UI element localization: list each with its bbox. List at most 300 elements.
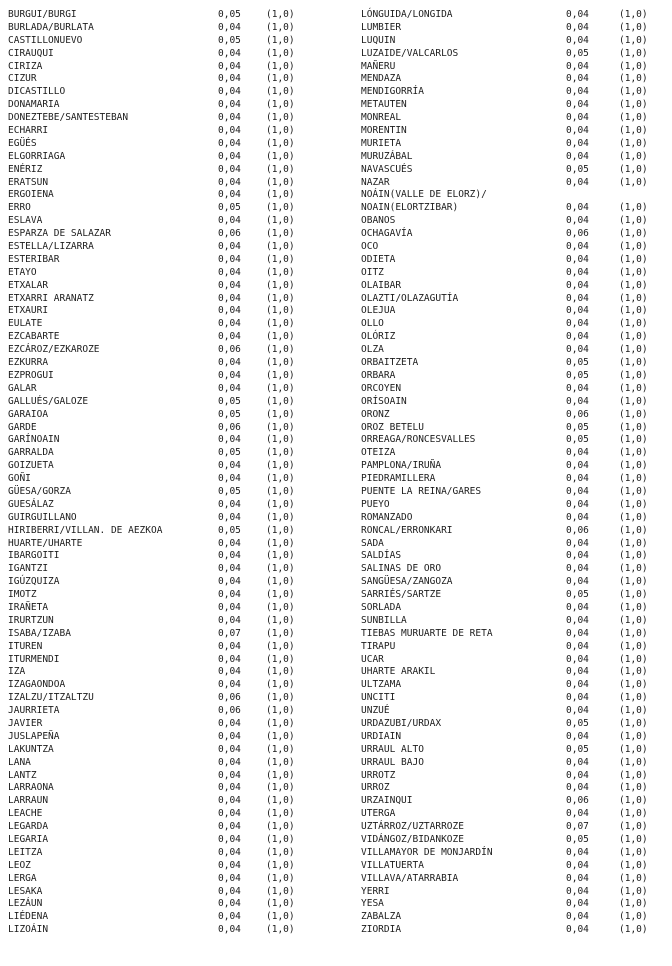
municipality-name: GARDE <box>8 421 37 433</box>
rate-value: 0,04 <box>218 563 241 575</box>
rate-value: 0,04 <box>566 318 589 330</box>
table-row <box>8 860 308 873</box>
municipality-name: JAURRIETA <box>8 705 60 717</box>
table-row <box>8 563 308 576</box>
municipality-name: GARÍNOAIN <box>8 434 60 446</box>
coefficient-value: (1,0) <box>266 576 295 588</box>
rate-value: 0,04 <box>218 460 241 472</box>
rate-value: 0,04 <box>218 808 241 820</box>
table-row <box>8 576 308 589</box>
municipality-name: IRURTZUN <box>8 614 54 626</box>
table-row <box>8 61 308 74</box>
rate-value: 0,04 <box>566 730 589 742</box>
table-row <box>8 125 308 138</box>
municipality-name: LEACHE <box>8 808 43 820</box>
rate-value: 0,04 <box>218 99 241 111</box>
table-row <box>8 679 308 692</box>
table-row <box>8 718 308 731</box>
coefficient-value: (1,0) <box>619 911 648 923</box>
rate-value: 0,04 <box>566 898 589 910</box>
municipality-name: GALLUÉS/GALOZE <box>8 395 89 407</box>
table-row <box>361 770 672 783</box>
coefficient-value: (1,0) <box>266 769 295 781</box>
table-row <box>8 396 308 409</box>
rate-value: 0,04 <box>218 717 241 729</box>
coefficient-value: (1,0) <box>619 692 648 704</box>
municipality-name: VIDÁNGOZ/BIDANKOZE <box>361 834 464 845</box>
municipality-name: UTERGA <box>361 808 396 820</box>
municipality-name: ESLAVA <box>8 215 43 227</box>
coefficient-value: (1,0) <box>266 563 295 575</box>
rate-value: 0,04 <box>218 769 241 781</box>
rate-value: 0,04 <box>218 576 241 588</box>
coefficient-value: (1,0) <box>266 34 295 46</box>
coefficient-value: (1,0) <box>619 898 648 910</box>
table-row <box>8 744 308 757</box>
table-row <box>8 538 308 551</box>
coefficient-value: (1,0) <box>266 872 295 884</box>
municipality-name: ERGOIENA <box>8 189 54 201</box>
table-row <box>361 177 672 190</box>
municipality-name: MURUZÁBAL <box>361 150 413 162</box>
coefficient-value: (1,0) <box>266 344 295 356</box>
table-row <box>361 9 672 22</box>
left-column <box>8 9 308 937</box>
coefficient-value: (1,0) <box>619 679 648 691</box>
rate-value: 0,04 <box>218 241 241 253</box>
table-row <box>8 898 308 911</box>
coefficient-value: (1,0) <box>266 318 295 330</box>
municipality-name: ESTERIBAR <box>8 253 60 265</box>
rate-value: 0,04 <box>566 498 589 510</box>
municipality-name: OLLO <box>361 318 384 330</box>
municipality-name: LUMBIER <box>361 21 402 33</box>
coefficient-value: (1,0) <box>266 717 295 729</box>
municipality-name: MENDIGORRÍA <box>361 86 424 98</box>
municipality-name: NOÁIN(VALLE DE ELORZ)/ <box>361 189 487 201</box>
municipality-name: URROZ <box>361 782 390 794</box>
coefficient-value: (1,0) <box>619 498 648 510</box>
rate-value: 0,04 <box>218 189 241 201</box>
municipality-name: ESPARZA DE SALAZAR <box>8 228 111 240</box>
coefficient-value: (1,0) <box>266 408 295 420</box>
rate-value: 0,04 <box>218 125 241 137</box>
coefficient-value: (1,0) <box>619 125 648 137</box>
rate-value: 0,05 <box>566 357 589 369</box>
rate-value: 0,04 <box>218 550 241 562</box>
table-row <box>361 924 672 937</box>
coefficient-value: (1,0) <box>266 202 295 214</box>
coefficient-value: (1,0) <box>266 137 295 149</box>
coefficient-value: (1,0) <box>619 253 648 265</box>
municipality-name: EULATE <box>8 318 43 330</box>
rate-value: 0,04 <box>566 253 589 265</box>
municipality-name: CIRIZA <box>8 60 43 72</box>
rate-value: 0,04 <box>566 112 589 124</box>
municipality-name: UHARTE ARAKIL <box>361 666 436 678</box>
municipality-name: SORLADA <box>361 601 402 613</box>
municipality-name: OTEIZA <box>361 447 396 459</box>
rate-value: 0,04 <box>218 73 241 85</box>
municipality-name: ITUREN <box>8 640 43 652</box>
municipality-name: EGÜÉS <box>8 137 37 149</box>
table-row <box>361 873 672 886</box>
rate-value: 0,04 <box>566 344 589 356</box>
rate-value: 0,06 <box>218 421 241 433</box>
table-row <box>8 189 308 202</box>
table-row <box>8 280 308 293</box>
rate-value: 0,05 <box>218 408 241 420</box>
rate-value: 0,04 <box>218 666 241 678</box>
table-row <box>361 35 672 48</box>
coefficient-value: (1,0) <box>619 408 648 420</box>
rate-value: 0,04 <box>566 485 589 497</box>
table-row <box>361 409 672 422</box>
rate-value: 0,04 <box>566 241 589 253</box>
rate-value: 0,04 <box>566 292 589 304</box>
coefficient-value: (1,0) <box>266 679 295 691</box>
rate-value: 0,04 <box>218 357 241 369</box>
rate-value: 0,04 <box>218 60 241 72</box>
table-row <box>361 911 672 924</box>
municipality-name: LARRAUN <box>8 795 49 807</box>
table-row <box>361 215 672 228</box>
rate-value: 0,04 <box>566 911 589 923</box>
coefficient-value: (1,0) <box>619 395 648 407</box>
coefficient-value: (1,0) <box>266 885 295 897</box>
rate-value: 0,05 <box>566 421 589 433</box>
rate-value: 0,04 <box>218 318 241 330</box>
rate-value: 0,05 <box>218 524 241 536</box>
rate-value: 0,04 <box>566 769 589 781</box>
table-row <box>361 422 672 435</box>
rate-value: 0,04 <box>566 279 589 291</box>
rate-value: 0,04 <box>566 382 589 394</box>
table-row <box>361 48 672 61</box>
rate-value: 0,04 <box>566 125 589 137</box>
coefficient-value: (1,0) <box>266 846 295 858</box>
table-row <box>8 318 308 331</box>
municipality-name: LUQUIN <box>361 34 396 46</box>
rate-value: 0,05 <box>566 717 589 729</box>
municipality-name: URDAZUBI/URDAX <box>361 717 442 729</box>
municipality-name: PUEYO <box>361 498 390 510</box>
rate-value: 0,04 <box>566 550 589 562</box>
rate-value: 0,04 <box>218 47 241 59</box>
municipality-name: ERRO <box>8 202 31 214</box>
table-row <box>361 654 672 667</box>
coefficient-value: (1,0) <box>266 228 295 240</box>
table-row <box>361 447 672 460</box>
coefficient-value: (1,0) <box>619 60 648 72</box>
municipality-name: SADA <box>361 537 384 549</box>
coefficient-value: (1,0) <box>619 344 648 356</box>
coefficient-value: (1,0) <box>619 150 648 162</box>
municipality-name: LEITZA <box>8 846 43 858</box>
municipality-name: UNCITI <box>361 692 396 704</box>
rate-value: 0,04 <box>566 653 589 665</box>
table-row <box>8 692 308 705</box>
rate-value: 0,06 <box>218 344 241 356</box>
coefficient-value: (1,0) <box>619 34 648 46</box>
rate-value: 0,07 <box>218 627 241 639</box>
table-row <box>8 628 308 641</box>
table-row <box>8 821 308 834</box>
rate-value: 0,04 <box>218 679 241 691</box>
table-row <box>361 847 672 860</box>
table-row <box>361 563 672 576</box>
table-row <box>361 576 672 589</box>
rate-value: 0,05 <box>566 47 589 59</box>
table-row <box>361 744 672 757</box>
coefficient-value: (1,0) <box>619 215 648 227</box>
coefficient-value: (1,0) <box>619 86 648 98</box>
table-row <box>361 344 672 357</box>
municipality-name: ORBARA <box>361 369 396 381</box>
table-row <box>8 267 308 280</box>
rate-value: 0,04 <box>566 99 589 111</box>
municipality-name: OCHAGAVÍA <box>361 228 413 240</box>
coefficient-value: (1,0) <box>619 434 648 446</box>
rate-value: 0,05 <box>218 485 241 497</box>
coefficient-value: (1,0) <box>619 705 648 717</box>
rate-value: 0,04 <box>218 305 241 317</box>
coefficient-value: (1,0) <box>266 73 295 85</box>
municipality-name: ECHARRI <box>8 125 49 137</box>
table-row <box>361 473 672 486</box>
table-row <box>361 886 672 899</box>
rate-value: 0,04 <box>218 279 241 291</box>
coefficient-value: (1,0) <box>619 563 648 575</box>
table-row <box>8 383 308 396</box>
table-row <box>8 525 308 538</box>
municipality-name: NOAIN(ELORTZIBAR) <box>361 202 459 214</box>
rate-value: 0,05 <box>218 34 241 46</box>
coefficient-value: (1,0) <box>619 421 648 433</box>
rate-value: 0,04 <box>218 924 241 936</box>
coefficient-value: (1,0) <box>266 86 295 98</box>
municipality-name: GARAIOA <box>8 408 49 420</box>
coefficient-value: (1,0) <box>619 666 648 678</box>
rate-value: 0,04 <box>218 511 241 523</box>
rate-value: 0,04 <box>218 743 241 755</box>
coefficient-value: (1,0) <box>266 795 295 807</box>
table-row <box>361 782 672 795</box>
table-row <box>361 138 672 151</box>
table-row <box>8 99 308 112</box>
municipality-name: YESA <box>361 898 384 910</box>
coefficient-value: (1,0) <box>266 705 295 717</box>
table-row <box>361 499 672 512</box>
rate-value: 0,04 <box>218 137 241 149</box>
table-row <box>361 641 672 654</box>
rate-value: 0,06 <box>218 228 241 240</box>
rate-value: 0,04 <box>566 679 589 691</box>
municipality-name: UZTÁRROZ/UZTARROZE <box>361 821 464 833</box>
table-row <box>8 499 308 512</box>
table-row <box>361 357 672 370</box>
table-row <box>8 550 308 563</box>
rate-value: 0,04 <box>566 627 589 639</box>
table-row <box>361 434 672 447</box>
table-row <box>8 202 308 215</box>
municipality-name: LUZAIDE/VALCARLOS <box>361 47 459 59</box>
table-row <box>8 305 308 318</box>
municipality-name: VILLAVA/ATARRABIA <box>361 872 459 884</box>
municipality-name: LESAKA <box>8 885 43 897</box>
rate-value: 0,04 <box>566 34 589 46</box>
coefficient-value: (1,0) <box>619 743 648 755</box>
coefficient-value: (1,0) <box>619 640 648 652</box>
table-row <box>8 370 308 383</box>
municipality-name: ORCOYEN <box>361 382 402 394</box>
municipality-name: LANTZ <box>8 769 37 781</box>
coefficient-value: (1,0) <box>266 614 295 626</box>
municipality-name: MONREAL <box>361 112 402 124</box>
table-row <box>8 22 308 35</box>
municipality-name: OLZA <box>361 344 384 356</box>
rate-value: 0,05 <box>218 447 241 459</box>
table-row <box>8 589 308 602</box>
municipality-name: OLÓRIZ <box>361 331 396 343</box>
municipality-name: LIÉDENA <box>8 911 49 923</box>
coefficient-value: (1,0) <box>266 369 295 381</box>
municipality-name: ETAYO <box>8 266 37 278</box>
rate-value: 0,04 <box>566 60 589 72</box>
rate-value: 0,06 <box>566 524 589 536</box>
rate-value: 0,04 <box>218 150 241 162</box>
rate-value: 0,04 <box>566 846 589 858</box>
coefficient-value: (1,0) <box>619 473 648 485</box>
coefficient-value: (1,0) <box>266 60 295 72</box>
table-row <box>8 344 308 357</box>
table-row <box>8 447 308 460</box>
coefficient-value: (1,0) <box>266 924 295 936</box>
rate-value: 0,04 <box>566 782 589 794</box>
rate-value: 0,04 <box>566 859 589 871</box>
table-row <box>361 731 672 744</box>
table-row <box>361 692 672 705</box>
coefficient-value: (1,0) <box>266 601 295 613</box>
table-row <box>8 911 308 924</box>
municipality-name: URROTZ <box>361 769 396 781</box>
municipality-name: IGANTZI <box>8 563 49 575</box>
municipality-name: LIZOÁIN <box>8 924 49 936</box>
municipality-name: IZALZU/ITZALTZU <box>8 692 94 704</box>
rate-value: 0,04 <box>218 834 241 845</box>
municipality-name: SALDÍAS <box>361 550 402 562</box>
table-row <box>8 486 308 499</box>
municipality-name: ORÍSOAIN <box>361 395 407 407</box>
coefficient-value: (1,0) <box>266 653 295 665</box>
coefficient-value: (1,0) <box>266 498 295 510</box>
rate-value: 0,04 <box>566 73 589 85</box>
coefficient-value: (1,0) <box>619 47 648 59</box>
rate-value: 0,06 <box>566 408 589 420</box>
coefficient-value: (1,0) <box>266 331 295 343</box>
table-row <box>361 808 672 821</box>
table-row <box>361 834 672 847</box>
rate-value: 0,04 <box>218 498 241 510</box>
rate-value: 0,04 <box>566 924 589 936</box>
coefficient-value: (1,0) <box>266 898 295 910</box>
table-row <box>8 48 308 61</box>
rate-value: 0,04 <box>218 821 241 833</box>
municipality-name: ELGORRIAGA <box>8 150 66 162</box>
rate-value: 0,04 <box>566 640 589 652</box>
rate-value: 0,04 <box>566 537 589 549</box>
rate-value: 0,04 <box>566 692 589 704</box>
table-row <box>8 331 308 344</box>
municipality-name: CIZUR <box>8 73 37 85</box>
coefficient-value: (1,0) <box>266 666 295 678</box>
municipality-name: EZCABARTE <box>8 331 60 343</box>
table-row <box>361 254 672 267</box>
coefficient-value: (1,0) <box>619 357 648 369</box>
municipality-name: OLAZTI/OLAZAGUTÍA <box>361 292 459 304</box>
municipality-name: EZKURRA <box>8 357 49 369</box>
table-row <box>361 602 672 615</box>
table-row <box>361 860 672 873</box>
table-row <box>361 628 672 641</box>
coefficient-value: (1,0) <box>266 821 295 833</box>
municipality-name: ORREAGA/RONCESVALLES <box>361 434 476 446</box>
municipality-name: METAUTEN <box>361 99 407 111</box>
municipality-name: IRAÑETA <box>8 601 49 613</box>
coefficient-value: (1,0) <box>266 125 295 137</box>
rate-value: 0,06 <box>218 705 241 717</box>
rate-value: 0,04 <box>218 21 241 33</box>
rate-value: 0,04 <box>566 576 589 588</box>
coefficient-value: (1,0) <box>266 163 295 175</box>
coefficient-value: (1,0) <box>619 21 648 33</box>
table-row <box>361 318 672 331</box>
table-row <box>361 898 672 911</box>
table-row <box>361 86 672 99</box>
municipality-name: LEOZ <box>8 859 31 871</box>
table-row <box>8 770 308 783</box>
municipality-name: MAÑERU <box>361 60 396 72</box>
table-row <box>361 550 672 563</box>
coefficient-value: (1,0) <box>619 447 648 459</box>
rate-value: 0,04 <box>566 447 589 459</box>
municipality-name: EZPROGUI <box>8 369 54 381</box>
table-row <box>361 666 672 679</box>
coefficient-value: (1,0) <box>266 279 295 291</box>
coefficient-value: (1,0) <box>619 769 648 781</box>
coefficient-value: (1,0) <box>266 473 295 485</box>
right-column <box>361 9 672 937</box>
coefficient-value: (1,0) <box>266 150 295 162</box>
municipality-name: OROZ BETELU <box>361 421 424 433</box>
coefficient-value: (1,0) <box>619 834 648 845</box>
rate-value: 0,04 <box>566 666 589 678</box>
coefficient-value: (1,0) <box>619 846 648 858</box>
table-row <box>8 512 308 525</box>
rate-value: 0,04 <box>566 460 589 472</box>
table-row <box>8 654 308 667</box>
rate-value: 0,04 <box>218 473 241 485</box>
coefficient-value: (1,0) <box>619 821 648 833</box>
municipality-name: UNZUÉ <box>361 705 390 717</box>
municipality-name: JAVIER <box>8 717 43 729</box>
rate-value: 0,04 <box>218 292 241 304</box>
rate-value: 0,04 <box>566 21 589 33</box>
rate-value: 0,04 <box>218 589 241 601</box>
coefficient-value: (1,0) <box>619 228 648 240</box>
table-row <box>8 782 308 795</box>
coefficient-value: (1,0) <box>266 756 295 768</box>
